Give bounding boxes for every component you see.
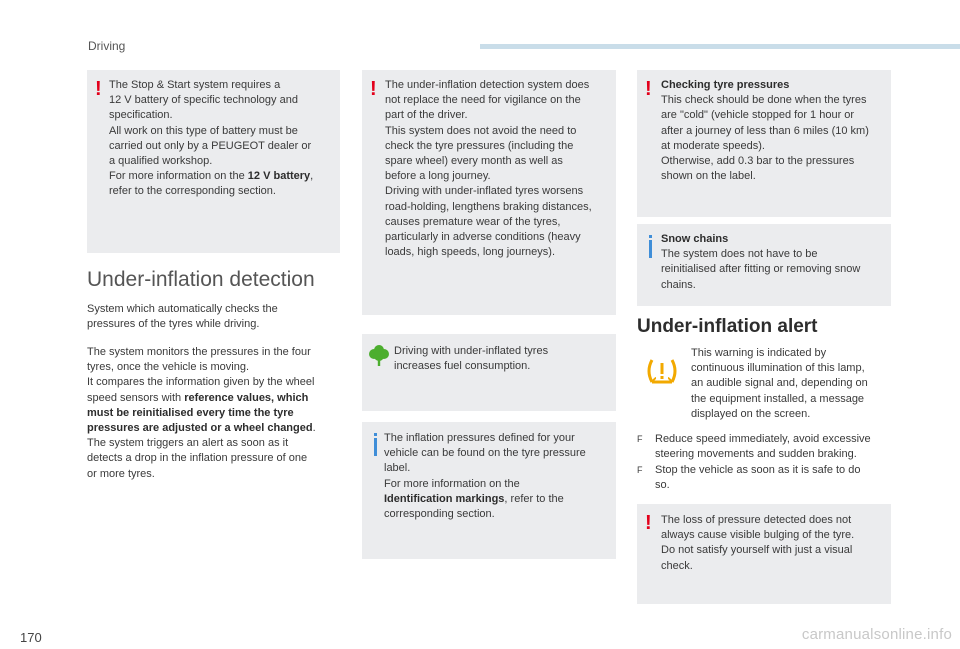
box-title: Snow chains [661,233,729,245]
pressure-loss-warning-box [637,504,891,604]
stop-start-warning-box [87,70,340,253]
warning-icon: ! [645,78,652,100]
warning-icon: ! [95,78,102,100]
info-icon [374,438,377,456]
info-icon [649,240,652,258]
warning-text: The Stop & Start system requires a 12 V battery of specific technology and specification. All work on this type of battery must be carried out only by a PEUGEOT dealer or a qualified workshop. For more information on the 12 V battery, refer to the corresponding section. [109,79,314,198]
section-heading-under-inflation-detection: Under-inflation detection [87,268,315,291]
box-title: Checking tyre pressures [661,79,790,91]
tyre-pressure-warning-lamp-icon [645,357,679,385]
warning-text: The under-inflation detection system does not replace the need for vigilance on the part of the driver. This system does not avoid the need to check the tyre pressures (including the spare wheel) every month as well as before a long journey. Driving with under-inflated tyres worsens road-holding, lengthens braking distances, causes premature wear of the tyres, particularly in adverse conditions (heavy loads, high speeds, long journeys). [385,79,592,259]
warning-text: Checking tyre pressures This check should be done when the tyres are "cold" (vehicle stopped for 1 hour or after a journey of less than 6 miles (10 km) at moderate speeds). Otherwise, add 0.3 bar to the pressures shown on the label. [661,78,889,184]
warning-icon: ! [370,78,377,100]
bullet-marker: F [637,465,643,475]
eco-driving-box [362,334,616,411]
intro-paragraph: System which automatically checks the pressures of the tyres while driving. [87,303,278,331]
warning-icon: ! [645,512,652,534]
page-section-title: Driving [88,39,126,53]
inflation-pressures-info-box [362,422,616,559]
eco-text: Driving with under-inflated tyres increases fuel consumption. [394,345,549,373]
watermark: carmanualsonline.info [801,626,952,643]
bullet-marker: F [637,434,643,444]
header-bar [480,44,960,49]
description-paragraph: The system monitors the pressures in the four tyres, once the vehicle is moving. It compares the information given by the wheel speed sensors with reference values, which must be reinitialised every time the tyre pressures are adjusted or a wheel changed. The system triggers an alert as soon as it detects a drop in the inflation pressure of one or more tyres. [87,346,316,480]
checking-pressures-warning-box [637,70,891,217]
page-number: 170 [20,630,42,645]
tree-eco-icon [369,344,389,366]
snow-chains-info-box [637,224,891,306]
vigilance-warning-box [362,70,616,315]
section-heading-under-inflation-alert: Under-inflation alert [637,316,818,337]
warning-text: The loss of pressure detected does not always cause visible bulging of the tyre. Do not satisfy yourself with just a visual check. [661,514,855,572]
list-item: F Stop the vehicle as soon as it is safe to do so. [637,464,861,492]
list-item: F Reduce speed immediately, avoid excessive steering movements and sudden braking. [637,433,871,461]
info-text: Snow chains The system does not have to be reinitialised after fitting or removing snow chains. [661,232,889,293]
info-text: The inflation pressures defined for your vehicle can be found on the tyre pressure label. For more information on the Identification markings, refer to the corresponding section. [384,432,586,521]
alert-description: This warning is indicated by continuous illumination of this lamp, an audible signal and, depending on the equipment installed, a message displayed on the screen. [691,347,868,420]
